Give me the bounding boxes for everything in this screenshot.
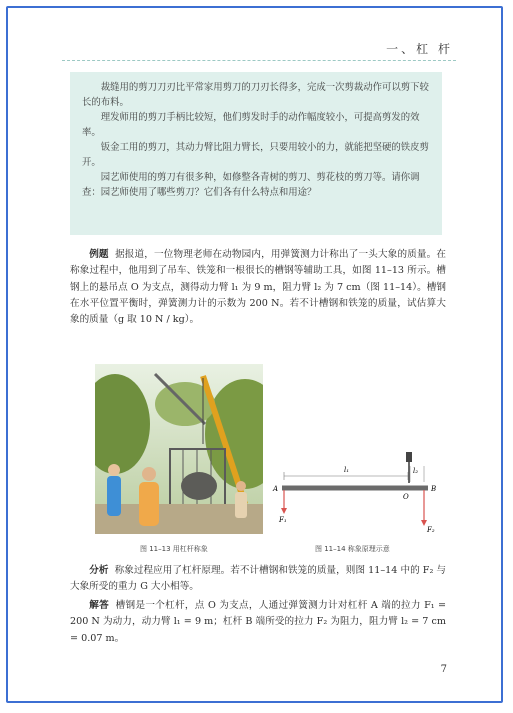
analysis-label: 分析 [89, 565, 109, 576]
hanger-block [406, 452, 412, 462]
note-paragraph: 钣金工用的剪刀，其动力臂比阻力臂长，只要用较小的力，就能把坚硬的铁皮剪开。 [82, 142, 429, 168]
example-text: 据报道，一位物理老师在动物园内，用弹簧测力计称出了一头大象的质量。在称象过程中，他用到了吊车、铁笼和一根很长的槽钢等辅助工具，如图 11–13 所示。槽钢上的悬吊点 O 为支点，测得动力臂 l₁ 为 9 m，阻力臂 l₂ 为 7 cm（图 11–14）。槽钢在水平位置平衡时，弹簧测力计的示数为 200 N。若不计槽钢和铁笼的质量，试估算大象的质量（g 取 10 N / kg）。 [70, 249, 447, 326]
figure-13-caption: 图 11–13 用杠杆称象 [140, 545, 208, 553]
solution-label: 解答 [89, 600, 109, 611]
analysis-block [70, 563, 446, 596]
example-block [70, 247, 446, 328]
point-o-label: O [403, 493, 409, 501]
figure-14-caption: 图 11–14 称象原理示意 [315, 545, 390, 553]
l2-label: l₂ [413, 467, 419, 475]
f2-label: F₂ [427, 526, 435, 534]
point-a-label: A [273, 485, 279, 493]
example-label: 例题 [89, 249, 109, 260]
note-paragraph: 裁缝用的剪刀刀刃比平常家用剪刀的刀刃长得多，完成一次剪裁动作可以剪下较长的布料。 [82, 82, 429, 108]
lever-diagram [265, 452, 455, 534]
l1-label: l₁ [344, 466, 350, 474]
analysis-text: 称象过程应用了杠杆原理。若不计槽钢和铁笼的质量，则图 11–14 中的 F₂ 与大象所受的重力 G 大小相等。 [70, 565, 446, 593]
note-box [70, 72, 442, 235]
section-header: 一、杠 杆 [386, 42, 453, 56]
solution-text: 槽钢是一个杠杆，点 O 为支点，人通过弹簧测力计对杠杆 A 端的拉力 F₁ = 200 N 为动力，动力臂 l₁ = 9 m；杠杆 B 端所受的拉力 F₂ 为阻力，阻力臂 l₂ = 7 cm = 0.07 m。 [70, 600, 446, 644]
page-number: 7 [440, 664, 447, 675]
solution-block [70, 598, 446, 647]
note-paragraph: 理发师用的剪刀手柄比较短，他们剪发时手的动作幅度较小，可提高剪发的效率。 [82, 112, 420, 138]
point-b-label: B [431, 485, 437, 493]
elephant-weighing-photo [95, 364, 263, 534]
f1-label: F₁ [279, 516, 287, 524]
header-divider [62, 60, 456, 61]
note-paragraph: 园艺师使用的剪刀有很多种，如修整各青树的剪刀、剪花枝的剪刀等。请你调查：园艺师使用了哪些剪刀？它们各有什么特点和用途？ [82, 172, 420, 198]
